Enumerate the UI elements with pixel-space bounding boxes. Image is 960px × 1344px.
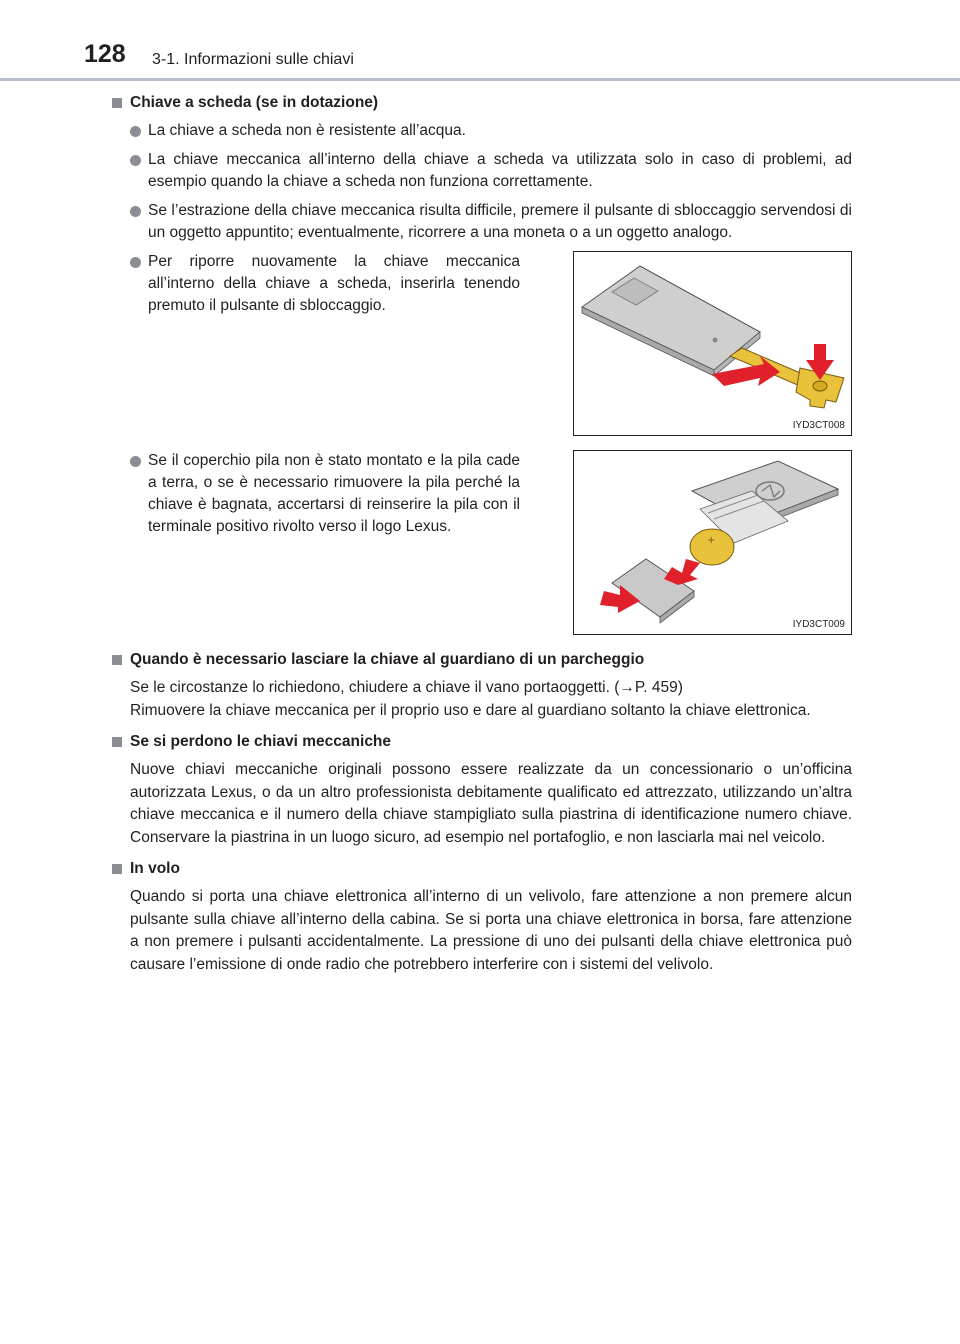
square-bullet-icon — [112, 737, 122, 747]
heading-text: Se si perdono le chiavi meccaniche — [130, 733, 392, 750]
heading-valet — [112, 649, 852, 671]
figure-row-2 — [112, 450, 852, 635]
round-bullet-icon — [130, 155, 141, 166]
section-title: 3-1. Informazioni sulle chiavi — [152, 51, 354, 68]
battery-illustration — [574, 451, 850, 633]
page-reference: P. 459) — [634, 679, 683, 696]
text-run: Rimuovere la chiave meccanica per il proprio uso e dare al guardiano soltanto la chiave elettronica. — [130, 701, 811, 719]
paragraph: Nuove chiavi meccaniche originali possono essere realizzate da un concessionario o un’officina autorizzata Lexus, o da un altro professionista debitamente qualificato ed attrezzato, utilizzando un’altra chiave meccanica e il numero della chiave stampigliato sulla piastrina di identificazione numero chiave. Conservare la piastrina in un luogo sicuro, ad esempio nel portafoglio, e non lasciarla mai nel veicolo. — [130, 761, 852, 846]
round-bullet-icon — [130, 126, 141, 137]
bullet-text: Per riporre nuovamente la chiave meccanica all’interno della chiave a scheda, inserirla tenendo premuto il pulsante di sbloccaggio. — [148, 253, 520, 314]
card-key-illustration — [574, 252, 850, 434]
bullet-text: La chiave a scheda non è resistente all’acqua. — [148, 122, 466, 139]
square-bullet-icon — [112, 98, 122, 108]
bullet-text: La chiave meccanica all’interno della chiave a scheda va utilizzata solo in caso di problemi, ad esempio quando la chiave a scheda non funziona correttamente. — [148, 151, 852, 190]
figure-row-1 — [112, 251, 852, 436]
round-bullet-icon — [130, 456, 141, 467]
arrow-icon — [664, 559, 700, 585]
page-content — [112, 92, 852, 983]
bullet-item — [112, 450, 520, 628]
heading-text: In volo — [130, 860, 180, 877]
heading-card-key — [112, 92, 852, 114]
square-bullet-icon — [112, 655, 122, 665]
text-run: Se le circostanze lo richiedono, chiudere a chiave il vano portaoggetti. ( — [130, 679, 620, 696]
page-header — [0, 0, 960, 80]
bullet-item — [112, 149, 852, 193]
arrow-glyph: → — [619, 679, 635, 696]
paragraph: Quando si porta una chiave elettronica all’interno di un velivolo, fare attenzione a non premere alcun pulsante sulla chiave all’interno della cabina. Se si porta una chiave elettronica in borsa, fare attenzione a non premere i pulsanti accidentalmente. La pressione di uno dei pulsanti della chiave elettronica può causare l’emissione di onde radio che potrebbero interferire con i sistemi del velivolo. — [130, 888, 852, 973]
paragraph — [112, 700, 852, 723]
svg-text:+: + — [707, 535, 716, 546]
figure-insert-battery — [573, 450, 852, 635]
figure-insert-mechanical-key — [573, 251, 852, 436]
heading-in-flight — [112, 858, 852, 880]
heading-lost-keys — [112, 731, 852, 753]
bullet-text: Se l’estrazione della chiave meccanica risulta difficile, premere il pulsante di sbloccaggio servendosi di un oggetto appuntito; eventualmente, ricorrere a una moneta o a un oggetto analogo. — [148, 202, 852, 241]
page-number: 128 — [84, 40, 126, 68]
heading-text: Quando è necessario lasciare la chiave al guardiano di un parcheggio — [130, 651, 645, 668]
paragraph — [112, 677, 852, 700]
bullet-item — [112, 251, 520, 429]
figure-code: IYD3CT008 — [792, 420, 845, 431]
round-bullet-icon — [130, 206, 141, 217]
figure-code: IYD3CT009 — [792, 619, 845, 630]
bullet-item — [112, 200, 852, 244]
square-bullet-icon — [112, 864, 122, 874]
header-rule — [0, 78, 960, 81]
bullet-text: Se il coperchio pila non è stato montato e la pila cade a terra, o se è necessario rimuovere la pila perché la chiave è bagnata, accertarsi di reinserire la pila con il terminale positivo rivolto verso il logo Lexus. — [148, 452, 520, 535]
round-bullet-icon — [130, 257, 141, 268]
heading-text: Chiave a scheda (se in dotazione) — [130, 94, 379, 111]
bullet-item — [112, 120, 852, 142]
